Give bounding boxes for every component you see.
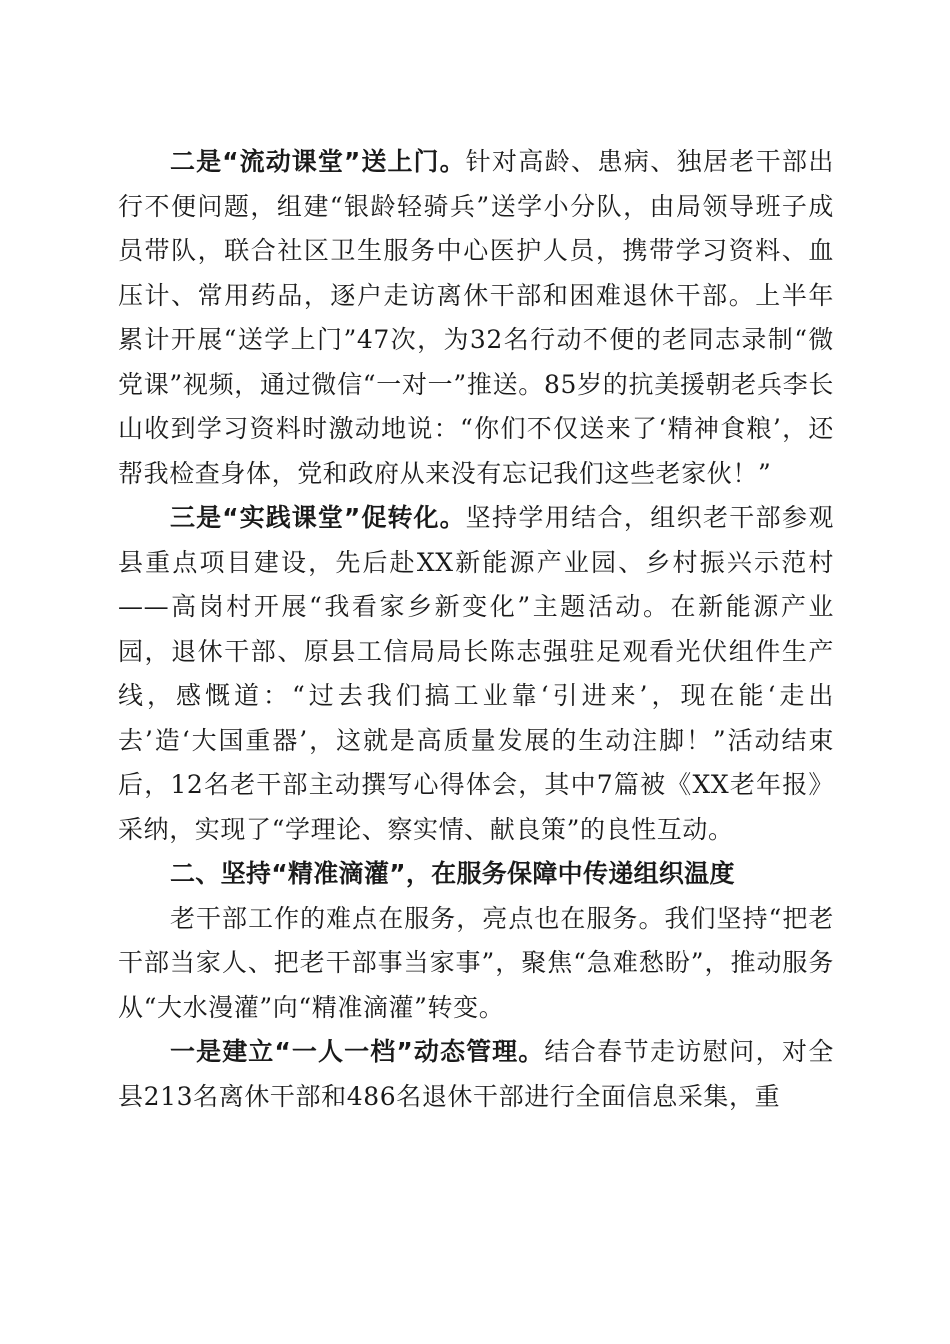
paragraph-dynamic-management [118,1030,834,1119]
section-heading: 二、坚持“精准滴灌”，在服务保障中传递组织温度 [170,859,735,888]
paragraph-body: 坚持学用结合，组织老干部参观县重点项目建设，先后赴XX新能源产业园、乡村振兴示范村——高岗村开展“我看家乡新变化”主题活动。在新能源产业园，退休干部、原县工信局局长陈志强驻足观看光伏组件生产线，感慨道：“过去我们搞工业靠‘引进来’，现在能‘走出去’造‘大国重器’，这就是高质量发展的生动注脚！”活动结束后，12名老干部主动撰写心得体会，其中7篇被《XX老年报》采纳，实现了“学理论、察实情、献良策”的良性互动。 [118,503,835,844]
paragraph-body: 结合春节走访慰问，对全县213名离休干部和486名退休干部进行全面信息采集，重 [118,1037,834,1111]
paragraph-practice-classroom [118,496,834,852]
paragraph-body: 针对高龄、患病、独居老干部出行不便问题，组建“银龄轻骑兵”送学小分队，由局领导班子成员带队，联合社区卫生服务中心医护人员，携带学习资料、血压计、常用药品，逐户走访离休干部和困难退休干部。上半年累计开展“送学上门”47次，为32名行动不便的老同志录制“微党课”视频，通过微信“一对一”推送。85岁的抗美援朝老兵李长山收到学习资料时激动地说：“你们不仅送来了‘精神食粮’，还帮我检查身体，党和政府从来没有忘记我们这些老家伙！” [118,147,835,488]
paragraph-lead: 一是建立“一人一档”动态管理。 [170,1037,545,1066]
paragraph-lead: 三是“实践课堂”促转化。 [170,503,466,532]
document-page [118,140,834,1119]
section-intro: 老干部工作的难点在服务，亮点也在服务。我们坚持“把老干部当家人、把老干部事当家事”，聚焦“急难愁盼”，推动服务从“大水漫灌”向“精准滴灌”转变。 [118,903,834,1022]
paragraph-lead: 二是“流动课堂”送上门。 [170,147,466,176]
paragraph-mobile-classroom [118,140,834,496]
